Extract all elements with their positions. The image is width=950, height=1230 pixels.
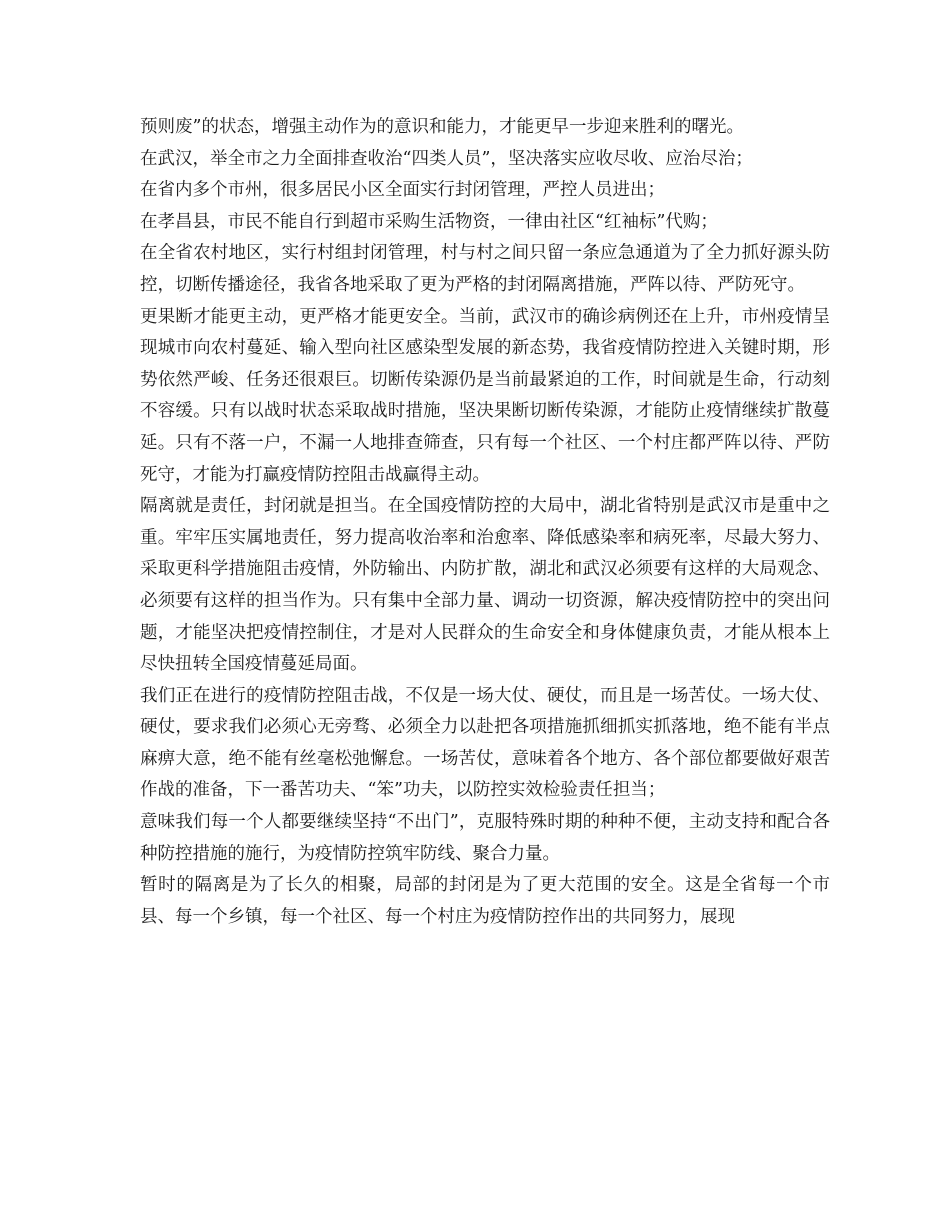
- document-body: [140, 112, 830, 933]
- paragraph: 在省内多个市州，很多居民小区全面实行封闭管理，严控人员进出；: [140, 180, 665, 201]
- paragraph: 意味我们每一个人都要继续坚持“不出门”，克服特殊时期的种种不便，主动支持和配合各种防控措施的施行，为疫情防控筑牢防线、聚合力量。: [140, 812, 830, 864]
- paragraph: 更果断才能更主动，更严格才能更安全。当前，武汉市的确诊病例还在上升，市州疫情呈现城市向农村蔓延、输入型向社区感染型发展的新态势，我省疫情防控进入关键时期，形势依然严峻、任务还很艰巨。切断传染源仍是当前最紧迫的工作，时间就是生命，行动刻不容缓。只有以战时状态采取战时措施，坚决果断切断传染源，才能防止疫情继续扩散蔓延。只有不落一户，不漏一人地排查筛查，只有每一个社区、一个村庄都严阵以待、严防死守，才能为打赢疫情防控阻击战赢得主动。: [140, 306, 830, 485]
- paragraph: 在武汉，举全市之力全面排查收治“四类人员”，坚决落实应收尽收、应治尽治；: [140, 148, 753, 169]
- paragraph: 暂时的隔离是为了长久的相聚，局部的封闭是为了更大范围的安全。这是全省每一个市县、每一个乡镇，每一个社区、每一个村庄为疫情防控作出的共同努力，展现: [140, 875, 830, 927]
- paragraph: 预则废”的状态，增强主动作为的意识和能力，才能更早一步迎来胜利的曙光。: [140, 117, 744, 137]
- paragraph: 隔离就是责任，封闭就是担当。在全国疫情防控的大局中，湖北省特别是武汉市是重中之重。牢牢压实属地责任，努力提高收治率和治愈率、降低感染率和病死率，尽最大努力、采取更科学措施阻击疫情，外防输出、内防扩散，湖北和武汉必须要有这样的大局观念、必须要有这样的担当作为。只有集中全部力量、调动一切资源，解决疫情防控中的突出问题，才能坚决把疫情控制住，才是对人民群众的生命安全和身体健康负责，才能从根本上尽快扭转全国疫情蔓延局面。: [140, 496, 830, 675]
- paragraph: 在孝昌县，市民不能自行到超市采购生活物资，一律由社区“红袖标”代购；: [140, 211, 718, 232]
- paragraph: 在全省农村地区，实行村组封闭管理，村与村之间只留一条应急通道为了全力抓好源头防控，切断传播途径，我省各地采取了更为严格的封闭隔离措施，严阵以待、严防死守。: [140, 243, 830, 295]
- paragraph: 我们正在进行的疫情防控阻击战，不仅是一场大仗、硬仗，而且是一场苦仗。一场大仗、硬仗，要求我们必须心无旁骛、必须全力以赴把各项措施抓细抓实抓落地，绝不能有半点麻痹大意，绝不能有丝毫松弛懈怠。一场苦仗，意味着各个地方、各个部位都要做好艰苦作战的准备，下一番苦功夫、“笨”功夫，以防控实效检验责任担当；: [140, 685, 830, 801]
